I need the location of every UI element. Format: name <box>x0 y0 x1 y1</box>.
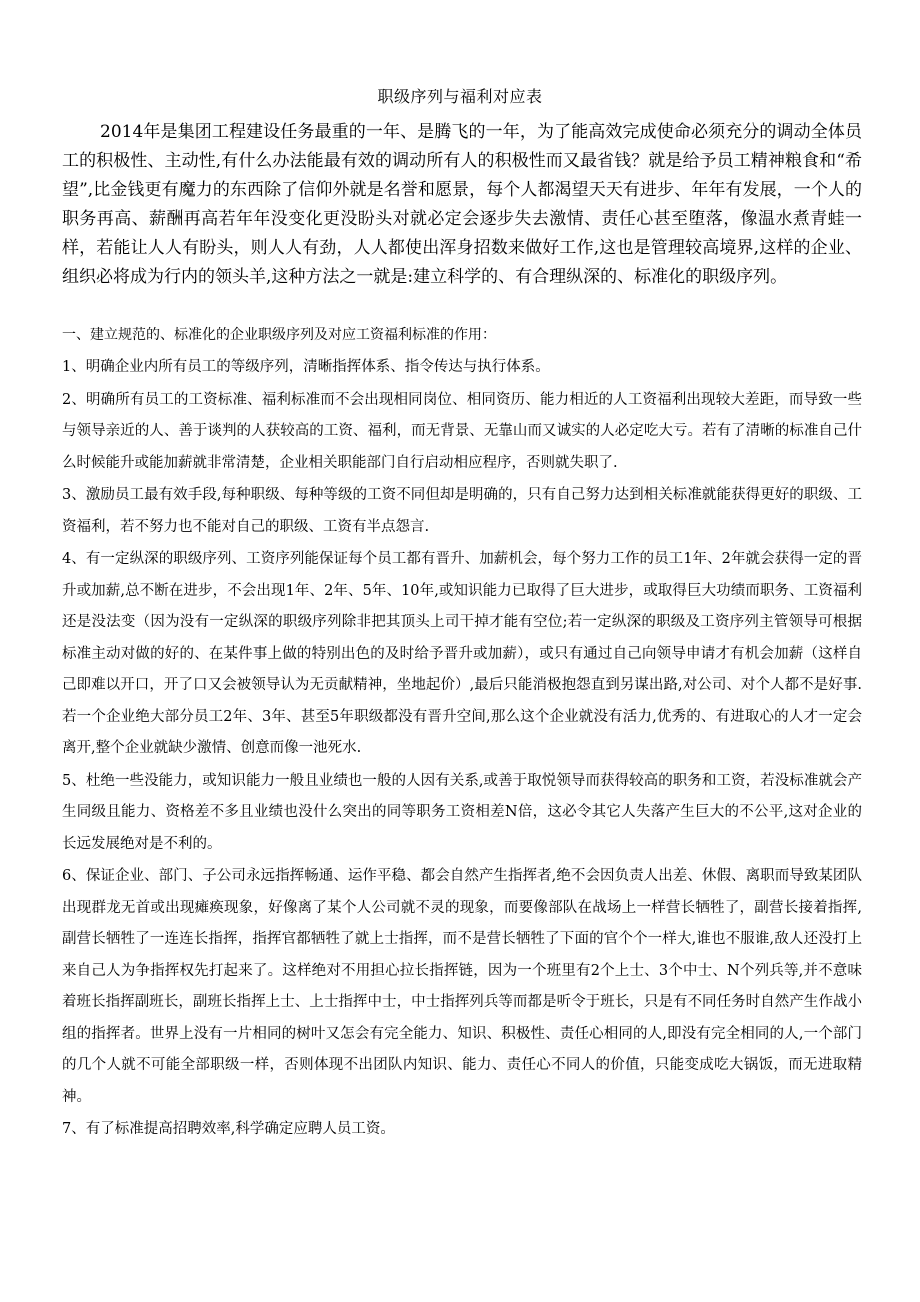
intro-paragraph: 2014年是集团工程建设任务最重的一年、是腾飞的一年，为了能高效完成使命必须充分的调动全体员工的积极性、主动性,有什么办法能最有效的调动所有人的积极性而又最省钱？就是给予员工精神粮食和“希望”,比金钱更有魔力的东西除了信仰外就是名誉和愿景，每个人都渴望天天有进步、年年有发展，一个人的职务再高、薪酬再高若年年没变化更没盼头对就必定会逐步失去激情、责任心甚至堕落，像温水煮青蛙一样，若能让人人有盼头，则人人有劲，人人都使出浑身招数来做好工作,这也是管理较高境界,这样的企业、组织必将成为行内的领头羊,这种方法之一就是:建立科学的、有合理纵深的、标准化的职级序列。 <box>62 122 862 287</box>
list-item: 5、杜绝一些没能力，或知识能力一般且业绩也一般的人因有关系,或善于取悦领导而获得较高的职务和工资，若没标准就会产生同级且能力、资格差不多且业绩也没什么突出的同等职务工资相差N倍，这必令其它人失落产生巨大的不公平,这对企业的长远发展绝对是不利的。 <box>62 772 862 852</box>
list-item: 7、有了标准提高招聘效率,科学确定应聘人员工资。 <box>62 1121 395 1137</box>
list-item: 2、明确所有员工的工资标准、福利标准而不会出现相同岗位、相同资历、能力相近的人工资福利出现较大差距，而导致一些与领导亲近的人、善于谈判的人获较高的工资、福利，而无背景、无靠山而又诚实的人必定吃大亏。若有了清晰的标准自己什么时候能升或能加薪就非常清楚，企业相关职能部门自行启动相应程序，否则就失职了. <box>62 391 862 471</box>
list-item: 4、有一定纵深的职级序列、工资序列能保证每个员工都有晋升、加薪机会，每个努力工作的员工1年、2年就会获得一定的晋升或加薪,总不断在进步，不会出现1年、2年、5年、10年,或知识能力已取得了巨大进步，或取得巨大功绩而职务、工资福利还是没法变（因为没有一定纵深的职级序列除非把其顶头上司干掉才能有空位;若一定纵深的职级及工资序列主管领导可根据标准主动对做的好的、在某件事上做的特别出色的及时给予晋升或加薪），或只有通过自己向领导申请才有机会加薪（这样自己即难以开口，开了口又会被领导认为无贡献精神，坐地起价）,最后只能消极抱怨直到另谋出路,对公司、对个人都不是好事.若一个企业绝大部分员工2年、3年、甚至5年职级都没有晋升空间,那么这个企业就没有活力,优秀的、有进取心的人才一定会离开,整个企业就缺少激情、创意而像一池死水. <box>62 551 862 756</box>
numbered-list <box>62 352 862 1147</box>
section-heading: 一、建立规范的、标准化的企业职级序列及对应工资福利标准的作用： <box>62 327 496 343</box>
list-item: 6、保证企业、部门、子公司永远指挥畅通、运作平稳、都会自然产生指挥者,绝不会因负责人出差、休假、离职而导致某团队出现群龙无首或出现瘫痪现象，好像离了某个人公司就不灵的现象，而要像部队在战场上一样营长牺牲了，副营长接着指挥,副营长牺牲了一连连长指挥，指挥官都牺牲了就上士指挥，而不是营长牺牲了下面的官个个一样大,谁也不服谁,敌人还没打上来自己人为争指挥权先打起来了。这样绝对不用担心拉长指挥链，因为一个班里有2个上士、3个中士、N个列兵等,并不意味着班长指挥副班长，副班长指挥上士、上士指挥中士，中士指挥列兵等而都是听令于班长，只是有不同任务时自然产生作战小组的指挥者。世界上没有一片相同的树叶又怎会有完全能力、知识、积极性、责任心相同的人,即没有完全相同的人,一个部门的几个人就不可能全部职级一样，否则体现不出团队内知识、能力、责任心不同人的价值，只能变成吃大锅饭，而无进取精神。 <box>62 868 862 1105</box>
list-item: 1、明确企业内所有员工的等级序列，清晰指挥体系、指令传达与执行体系。 <box>62 359 550 375</box>
document-title: 职级序列与福利对应表 <box>377 87 543 106</box>
list-item: 3、激励员工最有效手段,每种职级、每种等级的工资不同但却是明确的，只有自己努力达到相关标准就能获得更好的职级、工资福利，若不努力也不能对自己的职级、工资有半点怨言. <box>62 487 862 535</box>
